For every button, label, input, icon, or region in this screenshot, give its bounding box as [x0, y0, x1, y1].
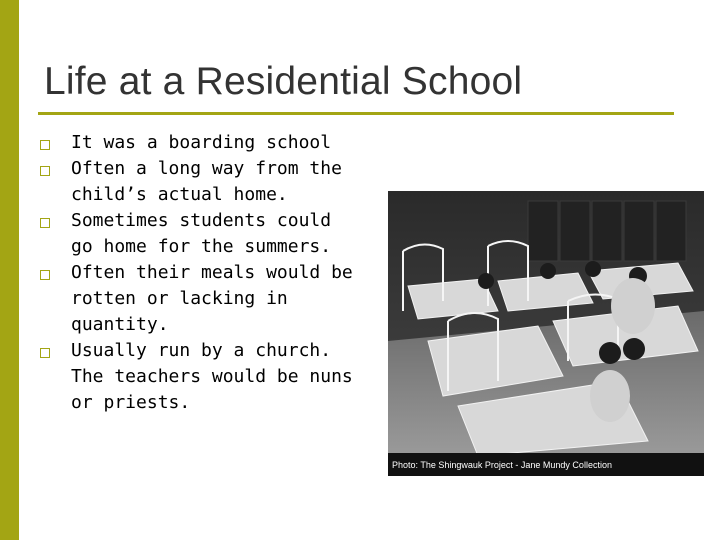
- bullet-item: [40, 338, 360, 416]
- bullet-item: [40, 208, 360, 260]
- bullet-item: [40, 260, 360, 338]
- bullet-list: [40, 130, 360, 416]
- bullet-text: Often a long way from the child’s actual home.: [71, 158, 342, 205]
- square-bullet-icon: [40, 218, 50, 228]
- title-underline: [38, 112, 674, 115]
- bullet-text: It was a boarding school: [71, 132, 332, 153]
- accent-sidebar-bar: [0, 0, 19, 540]
- bullet-item: [40, 156, 360, 208]
- photo-caption: Photo: The Shingwauk Project - Jane Mundy Collection: [392, 460, 612, 470]
- bullet-text: Sometimes students could go home for the summers.: [71, 210, 332, 257]
- dormitory-photo: [388, 191, 704, 476]
- bullet-text: Often their meals would be rotten or lacking in quantity.: [71, 262, 353, 335]
- bullet-text: Usually run by a church. The teachers would be nuns or priests.: [71, 340, 353, 413]
- square-bullet-icon: [40, 166, 50, 176]
- slide-title: Life at a Residential School: [44, 60, 523, 103]
- square-bullet-icon: [40, 140, 50, 150]
- dormitory-photo-illustration: [388, 191, 704, 476]
- square-bullet-icon: [40, 348, 50, 358]
- square-bullet-icon: [40, 270, 50, 280]
- bullet-item: [40, 130, 360, 156]
